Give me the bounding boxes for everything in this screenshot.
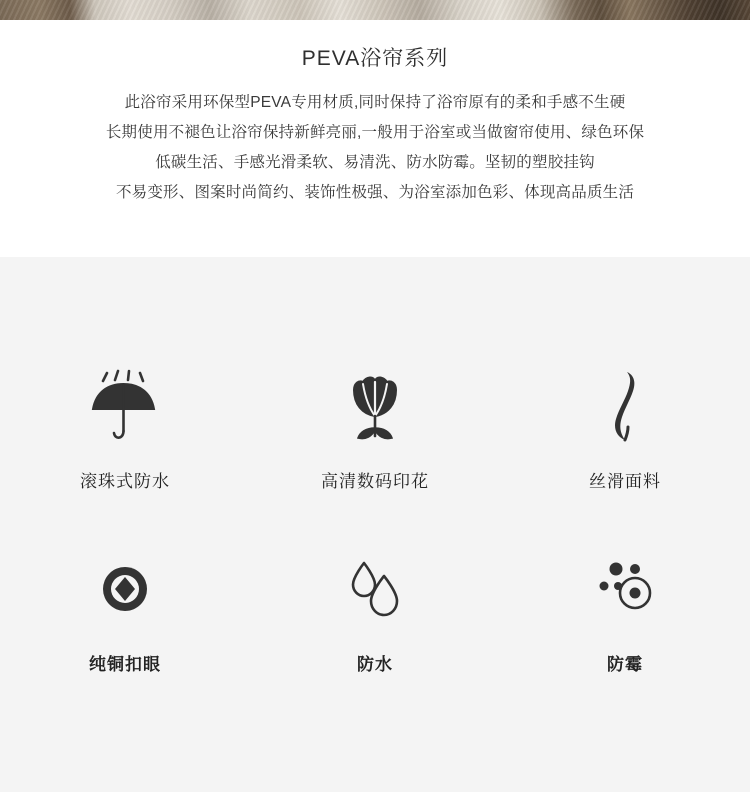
feature-item-digital-print bbox=[250, 367, 500, 492]
ribbon-icon bbox=[603, 367, 647, 447]
feature-label: 防霉 bbox=[607, 655, 643, 674]
feature-label: 滚珠式防水 bbox=[80, 472, 170, 491]
product-description bbox=[0, 88, 750, 208]
features-row bbox=[0, 554, 750, 675]
feature-item-anti-mold bbox=[500, 554, 750, 675]
anti-mold-icon bbox=[594, 554, 656, 624]
feature-item-silky-fabric bbox=[500, 367, 750, 492]
photo-grain-overlay bbox=[0, 0, 750, 20]
feature-label: 纯铜扣眼 bbox=[89, 655, 161, 674]
feature-item-copper-grommet bbox=[0, 554, 250, 675]
features-panel bbox=[0, 257, 750, 792]
features-grid bbox=[0, 367, 750, 675]
water-drops-icon bbox=[344, 554, 406, 624]
top-photo-strip bbox=[0, 0, 750, 20]
feature-label: 防水 bbox=[357, 655, 393, 674]
description-line: 低碳生活、手感光滑柔软、易清洗、防水防霉。坚韧的塑胶挂钩 bbox=[155, 154, 595, 171]
page-title: PEVA浴帘系列 bbox=[301, 47, 449, 70]
feature-item-waterproof bbox=[250, 554, 500, 675]
header-section bbox=[0, 20, 750, 208]
grommet-eyelet-icon bbox=[96, 554, 154, 624]
description-line: 长期使用不褪色让浴帘保持新鲜亮丽,一般用于浴室或当做窗帘使用、绿色环保 bbox=[105, 124, 645, 141]
description-line: 此浴帘采用环保型PEVA专用材质,同时保持了浴帘原有的柔和手感不生硬 bbox=[124, 94, 626, 111]
feature-item-waterproof-beads bbox=[0, 367, 250, 492]
feature-label: 丝滑面料 bbox=[589, 472, 661, 491]
feature-label: 高清数码印花 bbox=[321, 472, 429, 491]
umbrella-rain-icon bbox=[88, 367, 162, 447]
features-row bbox=[0, 367, 750, 492]
description-line: 不易变形、图案时尚简约、装饰性极强、为浴室添加色彩、体现高品质生活 bbox=[115, 184, 635, 201]
flower-icon bbox=[344, 367, 406, 447]
